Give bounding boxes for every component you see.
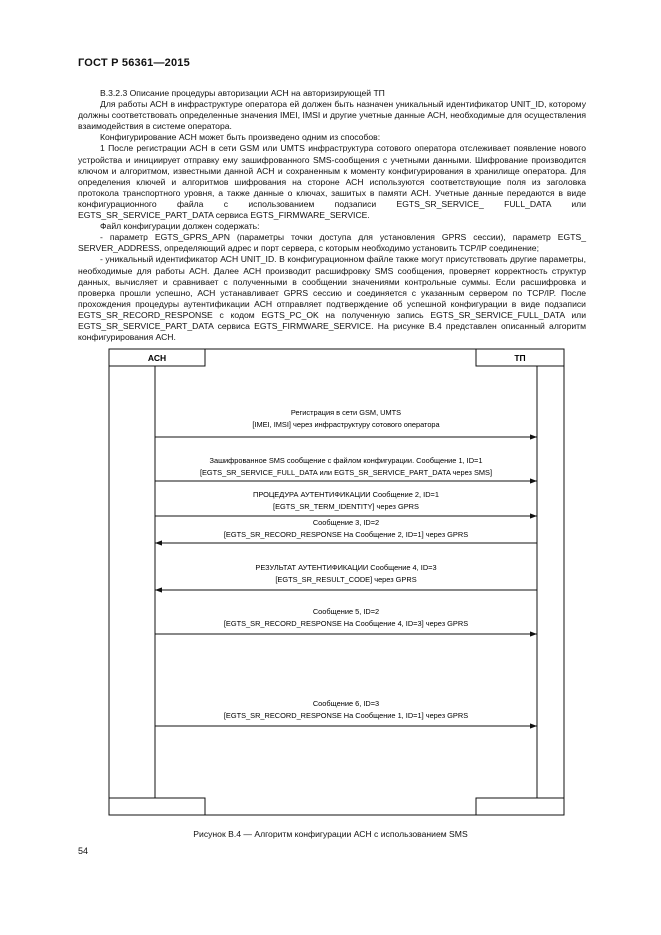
paragraph: - параметр EGTS_GPRS_APN (параметры точки доступа для установления GPRS сессии), параметр EGTS_ SERVER_ADDRESS, определяющий адрес и порт сервера, с которым необходимо установить TCP/IP соединение; [78,232,586,254]
actor-label-right: ТП [514,353,526,363]
lifeline-right [537,366,564,798]
message-label: Зашифрованное SMS сообщение с файлом конфигурации. Сообщение 1, ID=1 [209,456,483,465]
message-label: ПРОЦЕДУРА АУТЕНТИФИКАЦИИ Сообщение 2, ID=1 [253,490,439,499]
actor-footer-left [109,798,205,815]
message-label: [EGTS_SR_TERM_IDENTITY] через GPRS [273,502,419,511]
document-header: ГОСТ Р 56361—2015 [78,57,190,69]
message-label: РЕЗУЛЬТАТ АУТЕНТИФИКАЦИИ Сообщение 4, ID=3 [255,563,437,572]
message-label: [EGTS_SR_SERVICE_FULL_DATA или EGTS_SR_SERVICE_PART_DATA через SMS] [199,468,493,477]
paragraph: В.3.2.3 Описание процедуры авторизации АСН на авторизирующей ТП [100,88,385,98]
paragraph: - уникальный идентификатор АСН UNIT_ID. В конфигурационном файле также могут присутствовать другие параметры, необходимые для работы АСН. Далее АСН производит расшифровку SMS сообщения, проверяет корректность структур данных, вычисляет и сравнивает с полученными в сообщении значениями контрольные суммы. Если расшифровка и проверка прошли успешно, АСН устанавливает GPRS сессию и соединяется с указанным сервером по TCP/IP. После прохождения процедуры аутентификации АСН отправляет подтверждение об успешной конфигурации в виде подзаписи EGTS_SR_RECORD_RESPONSE с кодом EGTS_PC_OK на полученную запись EGTS_SR_SERVICE_FULL_DATA или EGTS_SR_SERVICE_PART_DATA сервиса EGTS_FIRMWARE_SERVICE. На рисунке В.4 представлен описанный алгоритм конфигурирования АСН. [78,254,586,343]
message-label: Сообщение 6, ID=3 [312,699,380,708]
message-label: Сообщение 3, ID=2 [312,518,380,527]
actor-footer-right [476,798,564,815]
message-label: [EGTS_SR_RECORD_RESPONSE На Сообщение 4, ID=3] через GPRS [223,619,469,628]
paragraph: Конфигурирование АСН может быть произведено одним из способов: [100,132,381,143]
paragraph: Файл конфигурации должен содержать: [100,221,260,232]
message-label: [EGTS_SR_RECORD_RESPONSE На Сообщение 2, ID=1] через GPRS [223,530,469,539]
message-label: [EGTS_SR_RECORD_RESPONSE На Сообщение 1, ID=1] через GPRS [223,711,469,720]
messages-group [155,408,537,726]
sequence-diagram [96,348,576,818]
page-number: 54 [78,846,89,856]
actor-label-left: АСН [147,353,167,363]
paragraph: Для работы АСН в инфраструктуре оператора ей должен быть назначен уникальный идентификатор UNIT_ID, которому должны соответствовать определенные значения IMEI, IMSI и другие учетные данные АСН, необходимые для осуществления взаимодействия в системе оператора. [78,99,586,132]
message-label: [IMEI, IMSI] через инфраструктуру сотового оператора [252,420,440,429]
lifeline-left [109,366,155,798]
paragraph: 1 После регистрации АСН в сети GSM или UMTS инфраструктура сотового оператора отслеживает появление нового устройства и инициирует отправку ему зашифрованного SMS-сообщения с учетными данными. Шифрование производится ключом и алгоритмом, известными данной АСН и сохраненным к моменту конфигурирования в хранилище оператора. Для определения ключей и алгоритмов шифрования на стороне АСН используются соответствующие поля из заголовка протокола транспортного уровня, а также данные о ключах, зашитых в памяти АСН. Учетные данные передаются в виде конфигурационного файла с использованием подзаписи EGTS_SR_SERVICE_ FULL_DATA или EGTS_SR_SERVICE_PART_DATA сервиса EGTS_FIRMWARE_SERVICE. [78,143,586,221]
message-label: [EGTS_SR_RESULT_CODE] через GPRS [275,575,417,584]
message-label: Сообщение 5, ID=2 [312,607,380,616]
body-text [78,88,586,343]
figure-caption: Рисунок В.4 — Алгоритм конфигурации АСН с использованием SMS [193,829,468,839]
message-label: Регистрация в сети GSM, UMTS [290,408,402,417]
